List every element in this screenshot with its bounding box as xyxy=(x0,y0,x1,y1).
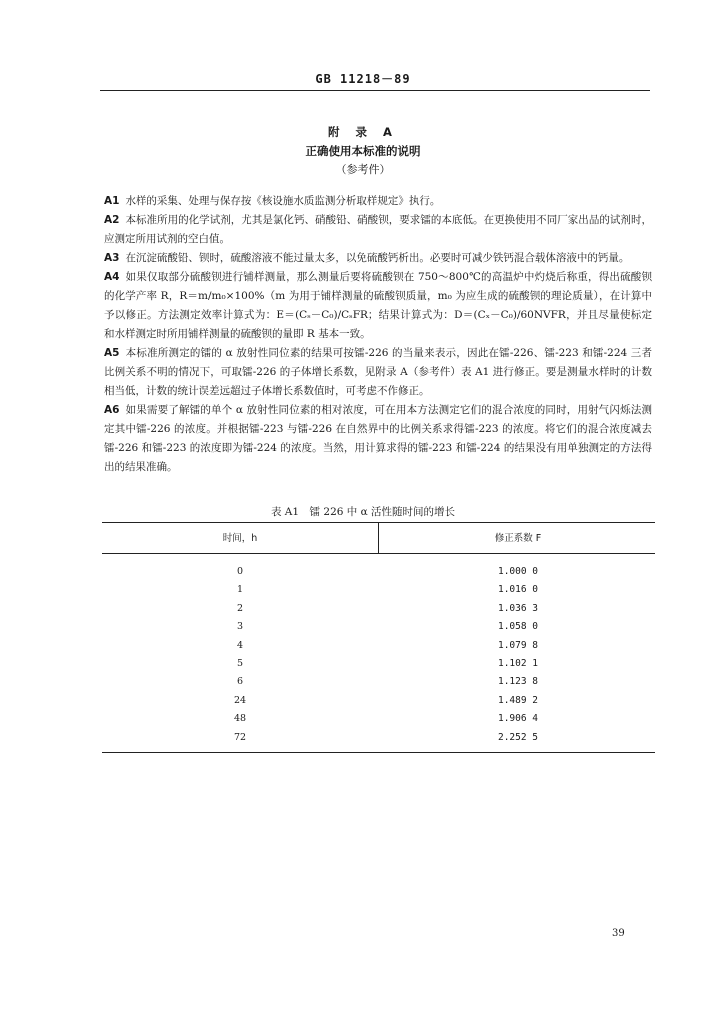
paragraph-label: A3 xyxy=(104,252,120,264)
cell-factor: 1.123 8 xyxy=(497,676,539,688)
cell-time: 24 xyxy=(233,694,247,706)
cell-factor: 1.489 2 xyxy=(497,694,539,706)
paragraph-text: 如果需要了解镭的单个 α 放射性同位素的相对浓度，可在用本方法测定它们的混合浓度的同时，用射气闪烁法测定其中镭-226 的浓度。并根据镭-223 与镭-226 在自然界中的比例关系求得镭-223 的浓度。将它们的混合浓度减去镭-226 和镭-223 的浓度即为镭-224 的浓度。当然，用计算求得的镭-223 和镭-224 的结果没有用单独测定的方法得出的结果准确。 xyxy=(104,404,652,473)
paragraph-label: A5 xyxy=(104,347,120,359)
column-header-time: 时间，h xyxy=(222,533,258,544)
paragraph-text: 在沉淀硫酸铅、钡时，硫酸溶液不能过量太多，以免硫酸钙析出。必要时可减少铁钙混合载体溶液中的钙量。 xyxy=(125,252,630,264)
cell-factor: 1.016 0 xyxy=(497,584,539,596)
paragraph-text: 如果仅取部分硫酸钡进行铺样测量，那么测量后要将硫酸钡在 750～800℃的高温炉中灼烧后称重，得出硫酸钡的化学产率 R，R＝m/m₀×100%（m 为用于铺样测量的硫酸钡质量，m₀ 为应生成的硫酸钡的理论质量），在计算中予以修正。方法测定效率计算式为：E＝(Cₛ－C₀)/CₛFR；结果计算式为：D＝(Cₓ－C₀)/60NVFR，并且尽量使标定和水样测定时所用铺样测量的硫酸钡的量即 R 基本一致。 xyxy=(104,271,652,340)
paragraph-label: A1 xyxy=(104,195,120,207)
cell-factor: 1.102 1 xyxy=(497,657,539,669)
cell-time: 72 xyxy=(233,731,247,743)
table-header-divider xyxy=(378,522,379,553)
appendix-subtitle: 正确使用本标准的说明 xyxy=(305,144,421,158)
cell-factor: 1.906 4 xyxy=(497,713,539,725)
paragraph-label: A2 xyxy=(104,214,120,226)
table-row xyxy=(102,732,655,750)
cell-factor: 1.079 8 xyxy=(497,639,539,651)
page-number: 39 xyxy=(612,928,625,939)
cell-time: 48 xyxy=(233,713,247,725)
cell-time: 3 xyxy=(236,621,244,633)
paragraph-label: A6 xyxy=(104,404,120,416)
appendix-title: 附 录 A xyxy=(328,125,398,139)
table-bottom-rule xyxy=(102,752,655,753)
cell-time: 2 xyxy=(236,602,244,614)
cell-factor: 2.252 5 xyxy=(497,731,539,743)
paragraph-a5 xyxy=(104,344,652,401)
cell-time: 5 xyxy=(236,657,244,669)
paragraph-text: 本标准所用的化学试剂，尤其是氯化钙、硝酸铅、硝酸钡，要求镭的本底低。在更换使用不同厂家出品的试剂时，应测定所用试剂的空白值。 xyxy=(104,214,652,245)
paragraph-a2 xyxy=(104,211,652,249)
paragraph-text: 水样的采集、处理与保存按《核设施水质监测分析取样规定》执行。 xyxy=(125,195,441,207)
cell-factor: 1.036 3 xyxy=(497,602,539,614)
paragraph-text: 本标准所测定的镭的 α 放射性同位素的结果可按镭-226 的当量来表示，因此在镭-226、镭-223 和镭-224 三者比例关系不明的情况下，可取镭-226 的子体增长系数，见附录 A（参考件）表 A1 进行修正。要是测量水样时的计数相当低，计数的统计误差远超过子体增长系数值时，可考虑不作修正。 xyxy=(104,347,652,397)
paragraph-a3 xyxy=(104,249,652,268)
table-row xyxy=(102,676,655,694)
cell-time: 1 xyxy=(236,584,244,596)
cell-time: 4 xyxy=(236,639,244,651)
table-row xyxy=(102,695,655,713)
cell-factor: 1.000 0 xyxy=(497,566,539,577)
table-caption: 表 A1 镭 226 中 α 活性随时间的增长 xyxy=(270,506,456,518)
table-row xyxy=(102,621,655,639)
table-body xyxy=(102,566,655,750)
table-row xyxy=(102,566,655,584)
appendix-body xyxy=(104,192,652,477)
column-header-factor: 修正系数 F xyxy=(494,533,542,544)
table-row xyxy=(102,713,655,731)
table-row xyxy=(102,603,655,621)
header-rule xyxy=(100,90,650,91)
paragraph-a4 xyxy=(104,268,652,344)
table-row xyxy=(102,640,655,658)
cell-factor: 1.058 0 xyxy=(497,621,539,633)
paragraph-a6 xyxy=(104,401,652,477)
appendix-note: （参考件） xyxy=(335,163,391,176)
paragraph-a1 xyxy=(104,192,652,211)
table-header-rule xyxy=(102,553,655,554)
table-row xyxy=(102,658,655,676)
paragraph-label: A4 xyxy=(104,271,120,283)
table-row xyxy=(102,584,655,602)
standard-code-header: GB 11218－89 xyxy=(315,72,411,86)
cell-time: 0 xyxy=(236,566,244,577)
cell-time: 6 xyxy=(236,676,244,688)
